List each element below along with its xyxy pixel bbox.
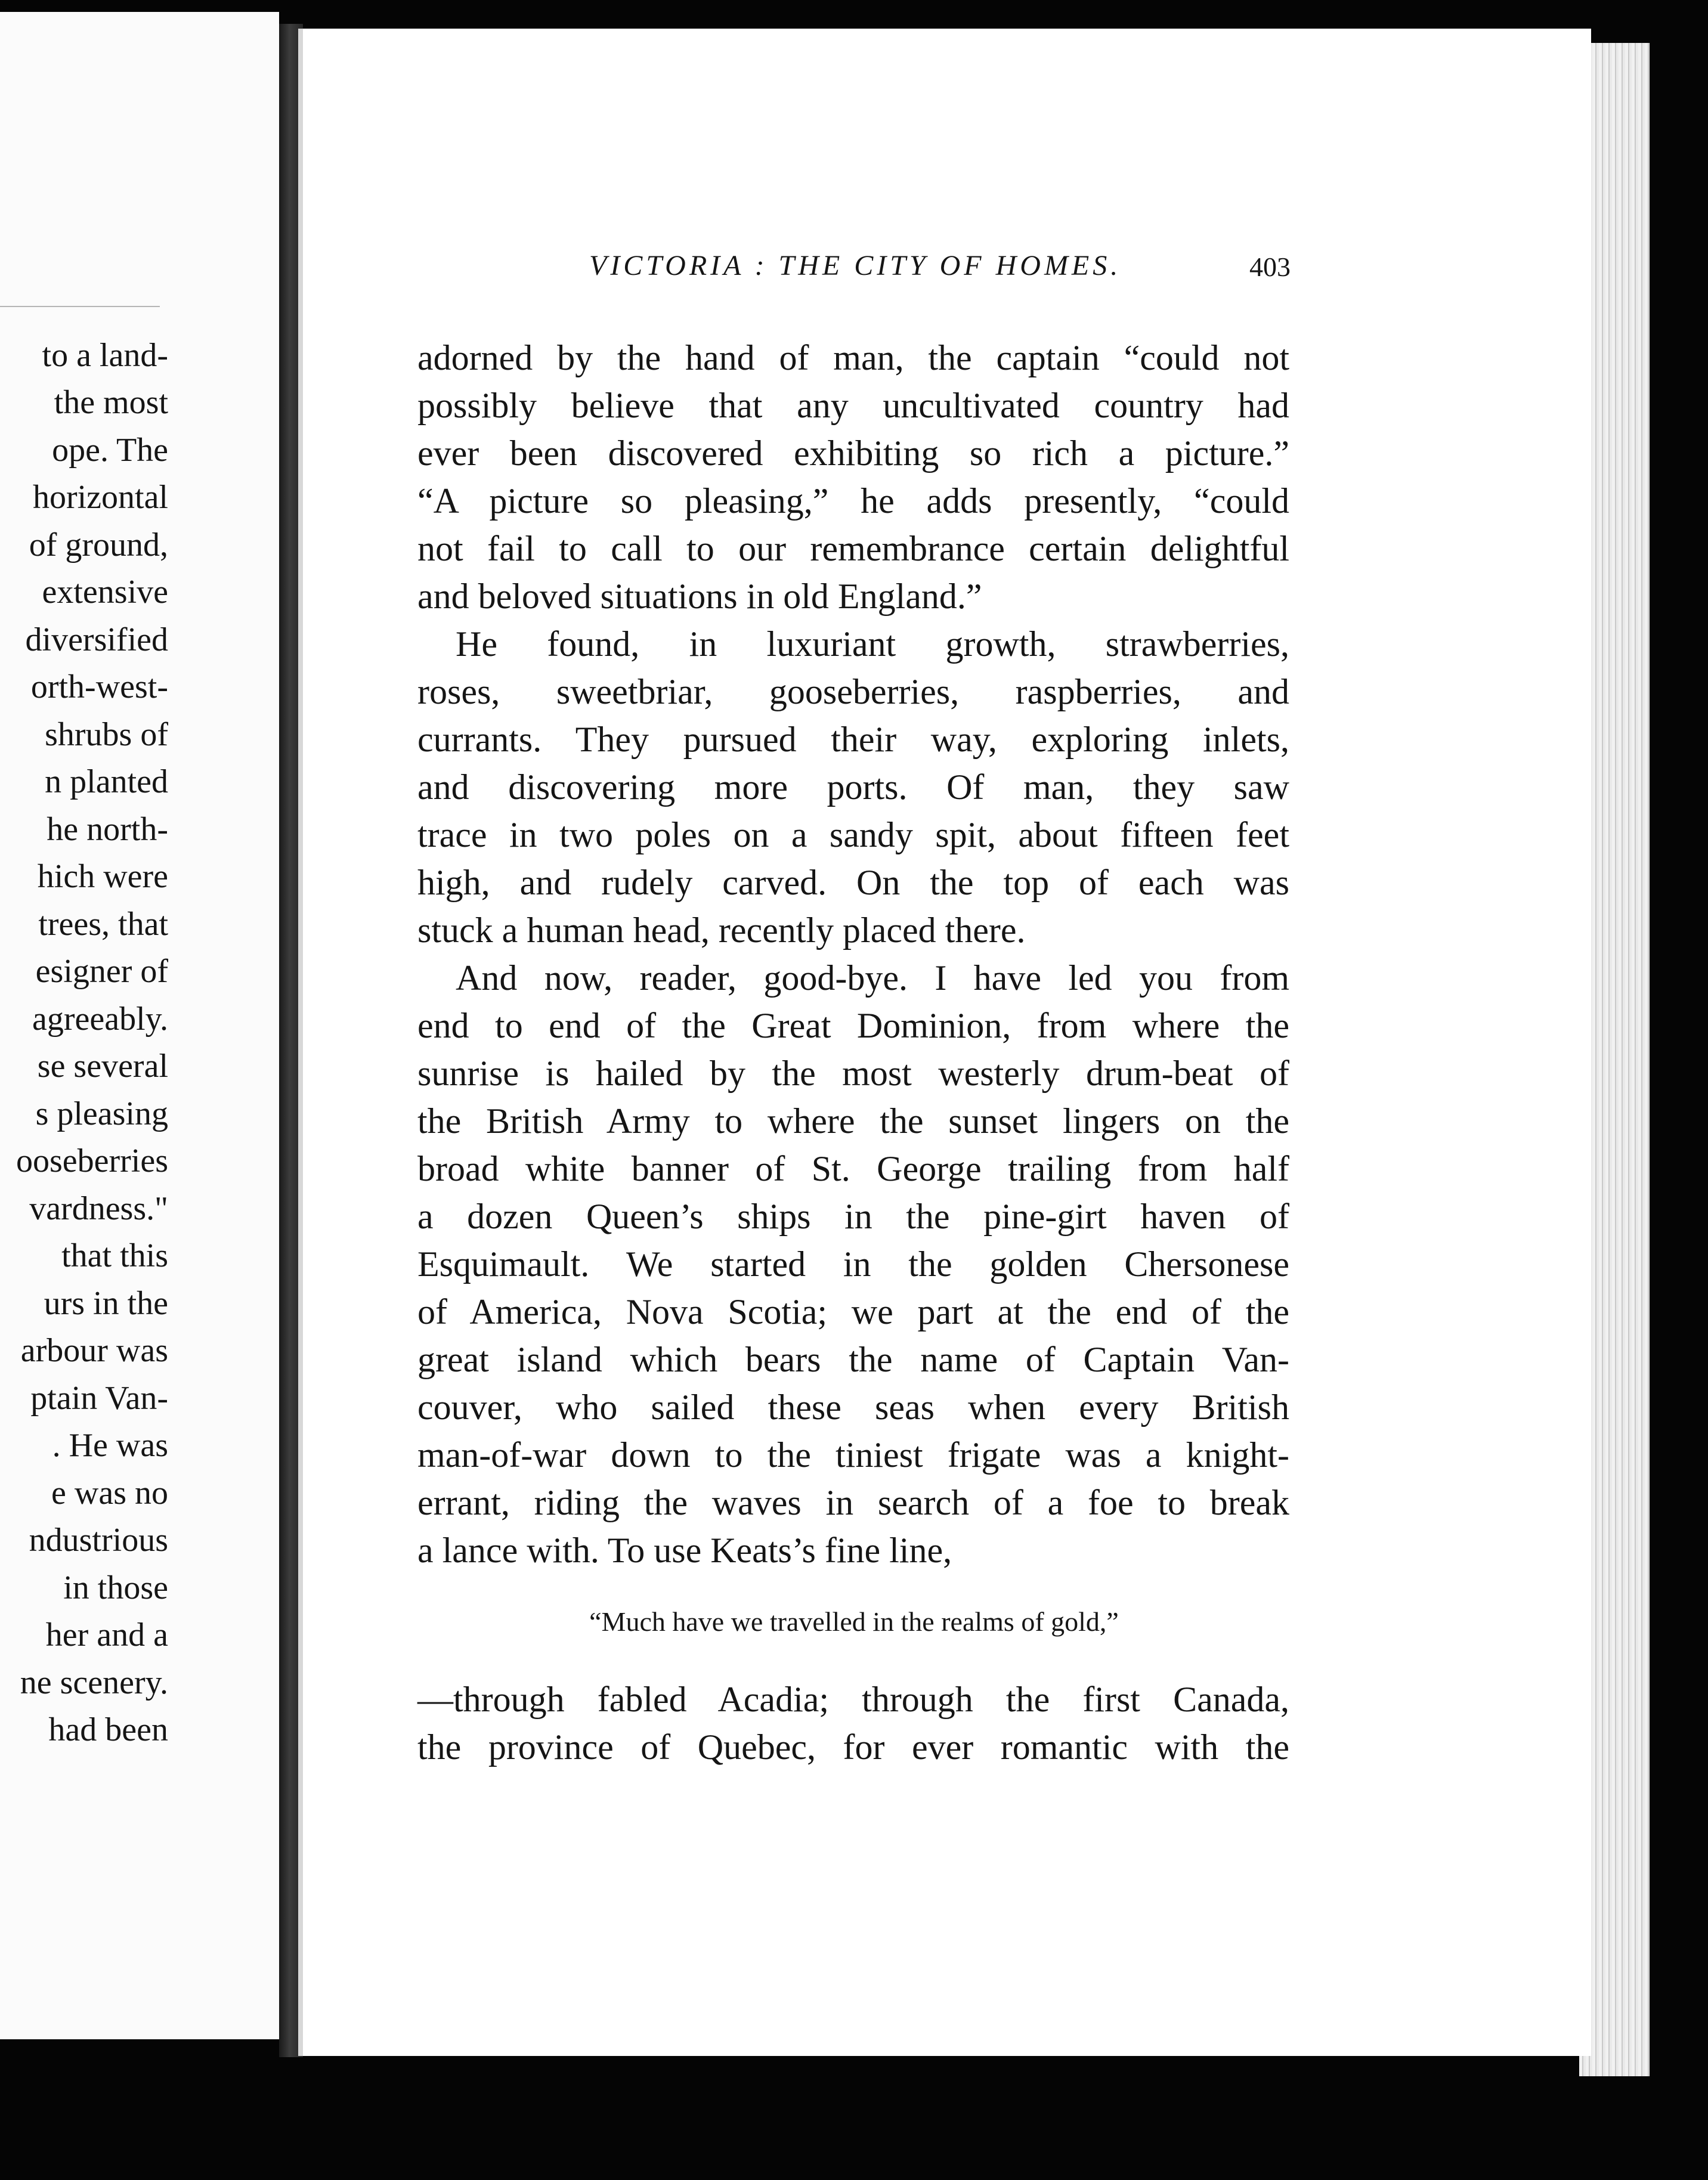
body-line: “A picture so pleasing,” he adds presently, “could: [417, 481, 1289, 521]
left-page-line: esigner of: [35, 953, 168, 990]
body-line: great island which bears the name of Captain Van-: [417, 1340, 1289, 1379]
left-page-line: trees, that: [38, 906, 168, 943]
left-page-line: s pleasing: [35, 1095, 168, 1132]
body-line: the province of Quebec, for ever romantic with the: [417, 1727, 1289, 1767]
body-line: —through fabled Acadia; through the first Canada,: [417, 1680, 1289, 1719]
body-line: of America, Nova Scotia; we part at the end of the: [417, 1292, 1289, 1331]
left-page-line: ope. The: [52, 432, 168, 469]
body-line: a lance with. To use Keats’s fine line,: [417, 1531, 952, 1570]
left-page-line: the most: [54, 384, 168, 421]
left-page-line: that this: [61, 1237, 168, 1274]
left-page-line: he north-: [47, 811, 168, 848]
left-page-line: ptain Van-: [30, 1380, 168, 1417]
left-page-line: se several: [37, 1048, 168, 1085]
body-line: not fail to call to our remembrance certain delightful: [417, 529, 1289, 568]
page-number: 403: [1249, 252, 1291, 282]
left-page-line: n planted: [45, 763, 168, 800]
left-page-line: extensive: [42, 574, 168, 611]
body-line: the British Army to where the sunset lingers on the: [417, 1101, 1289, 1141]
body-line: trace in two poles on a sandy spit, about fifteen feet: [417, 815, 1289, 854]
left-page-line: ooseberries: [16, 1142, 168, 1179]
left-page-line: in those: [63, 1569, 168, 1606]
left-page-line: her and a: [45, 1617, 168, 1653]
left-page-line: shrubs of: [45, 716, 168, 753]
left-page-line: vardness.": [29, 1190, 168, 1227]
body-line: ever been discovered exhibiting so rich a picture.”: [417, 433, 1289, 473]
paragraph-first-line: He found, in luxuriant growth, strawberries,: [456, 624, 1289, 664]
body-line: possibly believe that any uncultivated country had: [417, 386, 1289, 425]
verse-quotation: “Much have we travelled in the realms of gold,”: [589, 1606, 1119, 1637]
running-head: VICTORIA : THE CITY OF HOMES.: [589, 250, 1122, 281]
left-page-line: had been: [48, 1711, 168, 1748]
body-line: Esquimault. We started in the golden Chersonese: [417, 1244, 1289, 1284]
left-page-line: horizontal: [32, 479, 168, 516]
left-page-line: of ground,: [29, 527, 168, 563]
body-line: broad white banner of St. George trailing from half: [417, 1149, 1289, 1188]
left-page-line: ndustrious: [29, 1522, 168, 1559]
body-line: and beloved situations in old England.”: [417, 577, 982, 616]
body-line: man-of-war down to the tiniest frigate was a knight-: [417, 1435, 1289, 1475]
body-line: roses, sweetbriar, gooseberries, raspberries, and: [417, 672, 1289, 711]
left-page-line: diversified: [25, 621, 168, 658]
paragraph-first-line: And now, reader, good-bye. I have led you from: [456, 958, 1289, 998]
body-line: errant, riding the waves in search of a foe to break: [417, 1483, 1289, 1522]
left-page-line: hich were: [37, 858, 168, 895]
body-line: currants. They pursued their way, exploring inlets,: [417, 720, 1289, 759]
left-page-line: urs in the: [44, 1285, 168, 1322]
left-page-line: ne scenery.: [20, 1664, 168, 1701]
body-line: high, and rudely carved. On the top of each was: [417, 863, 1289, 902]
left-page-line: e was no: [51, 1475, 168, 1512]
body-line: a dozen Queen’s ships in the pine-girt haven of: [417, 1197, 1289, 1236]
body-line: stuck a human head, recently placed there.: [417, 911, 1026, 950]
left-page-line: orth-west-: [30, 668, 168, 705]
body-line: adorned by the hand of man, the captain “could not: [417, 338, 1289, 377]
left-page-line: . He was: [52, 1427, 168, 1464]
left-page-line: to a land-: [42, 337, 168, 374]
left-page-rule: [0, 306, 160, 307]
body-line: and discovering more ports. Of man, they saw: [417, 767, 1289, 807]
left-page-line: arbour was: [20, 1332, 168, 1369]
left-page: [0, 12, 279, 2039]
left-page-line: agreeably.: [32, 1001, 168, 1038]
gutter-edge: [298, 29, 303, 2056]
body-line: end to end of the Great Dominion, from where the: [417, 1006, 1289, 1045]
body-line: couver, who sailed these seas when every British: [417, 1388, 1289, 1427]
body-line: sunrise is hailed by the most westerly drum-beat of: [417, 1054, 1289, 1093]
